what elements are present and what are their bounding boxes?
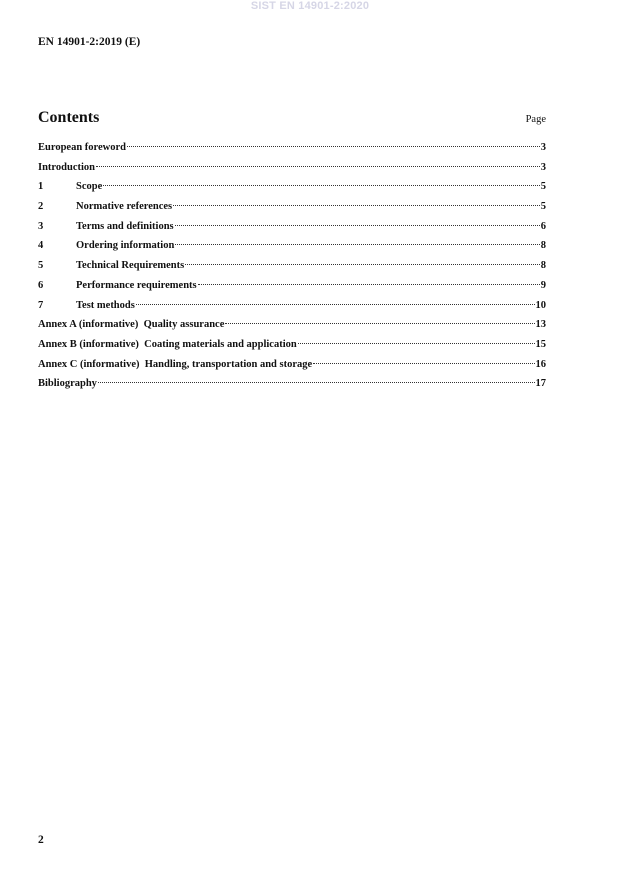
toc-leader-dots: [225, 323, 534, 324]
toc-entry-page: 5: [540, 181, 546, 193]
toc-entry-number: 7: [38, 299, 44, 311]
page-title: Contents: [38, 109, 100, 126]
toc-entry[interactable]: [38, 339, 546, 359]
toc-entry-number: 6: [38, 279, 44, 291]
toc-entry-page: 6: [540, 220, 546, 232]
document-id: EN 14901-2:2019 (E): [38, 36, 141, 48]
toc-entry-number: 5: [38, 260, 44, 272]
toc-entry-title: Test methods: [76, 299, 135, 311]
toc-entry-page: 8: [540, 260, 546, 272]
toc-leader-dots: [136, 304, 535, 305]
toc-entry-title: Introduction: [38, 161, 95, 173]
toc-entry-title: Technical Requirements: [76, 260, 185, 272]
toc-entry-page: 3: [540, 142, 546, 153]
toc-leader-dots: [127, 146, 540, 147]
toc-entry-page: 8: [540, 240, 546, 252]
toc-entry[interactable]: [38, 319, 546, 339]
toc-entry-title: Performance requirements: [76, 279, 197, 291]
toc-entry[interactable]: [38, 142, 546, 162]
toc-entry-title: Scope: [76, 181, 103, 193]
toc-leader-dots: [298, 343, 535, 344]
toc-entry-page: 17: [535, 378, 546, 390]
toc-entry-page: 9: [540, 279, 546, 291]
toc-leader-dots: [103, 185, 540, 186]
toc-leader-dots: [96, 166, 540, 167]
toc-entry-title: Normative references: [76, 201, 173, 213]
toc-entry[interactable]: [38, 300, 546, 320]
toc-entry[interactable]: [38, 181, 546, 201]
page-column-label: Page: [525, 114, 546, 125]
toc-entry-title: Annex A (informative) Quality assurance: [38, 319, 225, 331]
toc-leader-dots: [98, 382, 535, 383]
toc-entry-page: 10: [535, 299, 546, 311]
toc-entry-title: Ordering information: [76, 240, 175, 252]
toc-entry-page: 3: [540, 161, 546, 173]
toc-entry[interactable]: [38, 260, 546, 280]
toc-entry-title: Annex C (informative) Handling, transportation and storage: [38, 358, 313, 370]
toc-entry-number: 2: [38, 201, 44, 213]
toc-leader-dots: [185, 264, 540, 265]
toc-entry-number: 1: [38, 181, 44, 193]
toc-entry-page: 15: [535, 338, 546, 350]
toc-entry[interactable]: [38, 162, 546, 182]
toc-entry-number: 3: [38, 220, 44, 232]
table-of-contents: [38, 142, 546, 398]
toc-entry[interactable]: [38, 378, 546, 398]
toc-entry-title: Annex B (informative) Coating materials and application: [38, 338, 297, 350]
page-number: 2: [38, 834, 44, 846]
toc-entry-page: 16: [535, 358, 546, 370]
toc-entry[interactable]: [38, 221, 546, 241]
toc-entry-title: Terms and definitions: [76, 220, 174, 232]
toc-entry-title: Bibliography: [38, 378, 97, 390]
toc-leader-dots: [175, 244, 539, 245]
toc-entry-page: 5: [540, 201, 546, 213]
toc-entry[interactable]: [38, 201, 546, 221]
toc-leader-dots: [173, 205, 540, 206]
toc-leader-dots: [175, 225, 540, 226]
toc-entry-number: 4: [38, 240, 44, 252]
watermark: SIST EN 14901-2:2020: [250, 0, 370, 12]
toc-leader-dots: [313, 363, 534, 364]
toc-entry[interactable]: [38, 240, 546, 260]
toc-leader-dots: [198, 284, 540, 285]
toc-entry-title: European foreword: [38, 142, 126, 153]
toc-entry[interactable]: [38, 280, 546, 300]
toc-entry[interactable]: [38, 359, 546, 379]
toc-entry-page: 13: [535, 319, 546, 331]
